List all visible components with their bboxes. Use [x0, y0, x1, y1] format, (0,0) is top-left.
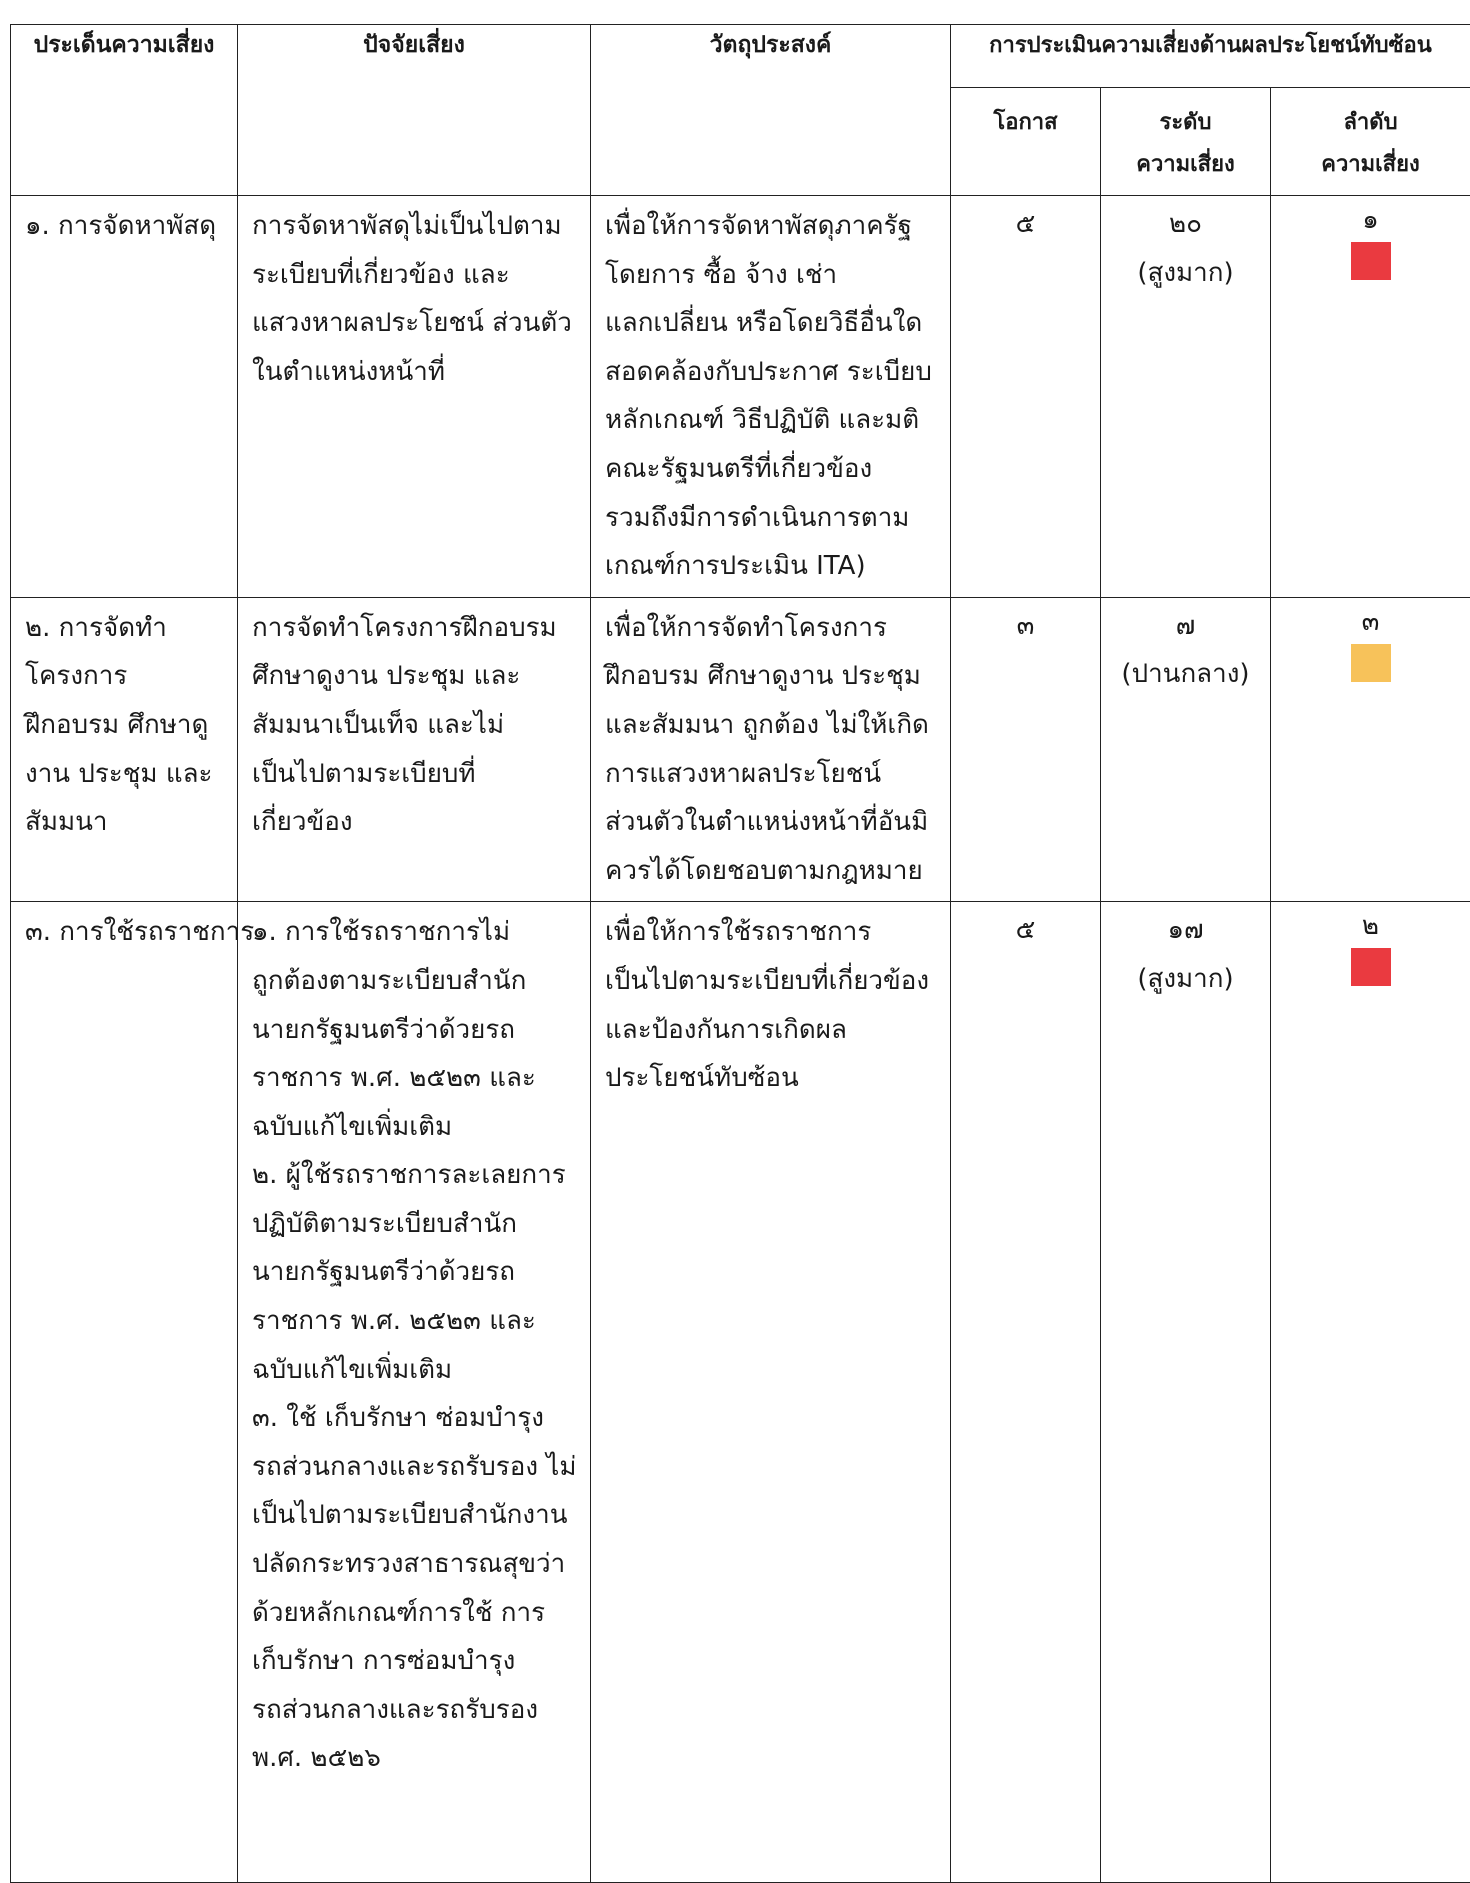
- objective-line: แลกเปลี่ยน หรือโดยวิธีอื่นใด: [605, 299, 942, 348]
- risk-factor-line: ๓. ใช้ เก็บรักษา ซ่อมบำรุง: [252, 1394, 582, 1443]
- objective-cell: [591, 196, 951, 598]
- risk-issue-line: ๓. การใช้รถราชการ: [25, 908, 229, 957]
- risk-assessment-table: [10, 24, 1470, 1883]
- risk-rank-value: ๑: [1275, 200, 1466, 240]
- risk-factor-line: สัมมนาเป็นเท็จ และไม่: [252, 701, 582, 750]
- risk-issue-line: งาน ประชุม และ: [25, 750, 229, 799]
- objective-line: ฝึกอบรม ศึกษาดูงาน ประชุม: [605, 652, 942, 701]
- objective-line: โดยการ ซื้อ จ้าง เช่า: [605, 251, 942, 300]
- risk-factor-line: ฉบับแก้ไขเพิ่มเติม: [252, 1103, 582, 1152]
- risk-level-cell: [1101, 597, 1271, 902]
- table-row: [11, 902, 1470, 1883]
- objective-line: เพื่อให้การจัดหาพัสดุภาครัฐ: [605, 202, 942, 251]
- risk-factor-line: เป็นไปตามระเบียบสำนักงาน: [252, 1491, 582, 1540]
- risk-issue-line: ฝึกอบรม ศึกษาดู: [25, 701, 229, 750]
- risk-factor-line: การจัดหาพัสดุไม่เป็นไปตาม: [252, 202, 582, 251]
- likelihood-cell: [951, 196, 1101, 598]
- risk-rank-cell: [1271, 902, 1470, 1883]
- risk-color-swatch: [1351, 644, 1391, 682]
- risk-level-text: (ปานกลาง): [1105, 650, 1266, 699]
- risk-factor-line: ศึกษาดูงาน ประชุม และ: [252, 652, 582, 701]
- header-risk-rank: [1271, 88, 1470, 196]
- header-risk-issue: ประเด็นความเสี่ยง: [11, 25, 238, 196]
- risk-factor-line: ถูกต้องตามระเบียบสำนัก: [252, 957, 582, 1006]
- risk-factor-line: รถส่วนกลางและรถรับรอง: [252, 1686, 582, 1735]
- objective-line: ประโยชน์ทับซ้อน: [605, 1054, 942, 1103]
- risk-factor-line: พ.ศ. ๒๕๒๖: [252, 1734, 582, 1783]
- objective-cell: [591, 902, 951, 1883]
- likelihood-value: ๕: [955, 200, 1096, 249]
- header-risk-factor: ปัจจัยเสี่ยง: [238, 25, 591, 196]
- risk-factor-line: การจัดทำโครงการฝึกอบรม: [252, 604, 582, 653]
- objective-line: เพื่อให้การจัดทำโครงการ: [605, 604, 942, 653]
- risk-level-cell: [1101, 902, 1271, 1883]
- likelihood-cell: [951, 902, 1101, 1883]
- risk-level-cell: [1101, 196, 1271, 598]
- objective-line: และป้องกันการเกิดผล: [605, 1006, 942, 1055]
- risk-level-text: (สูงมาก): [1105, 249, 1266, 298]
- risk-factor-line: เป็นไปตามระเบียบที่: [252, 750, 582, 799]
- objective-line: ควรได้โดยชอบตามกฎหมาย: [605, 847, 942, 896]
- header-likelihood: โอกาส: [951, 88, 1101, 196]
- risk-issue-cell: [11, 597, 238, 902]
- risk-issue-line: ๑. การจัดหาพัสดุ: [25, 202, 229, 251]
- risk-factor-line: นายกรัฐมนตรีว่าด้วยรถ: [252, 1248, 582, 1297]
- risk-color-swatch: [1351, 242, 1391, 280]
- objective-line: และสัมมนา ถูกต้อง ไม่ให้เกิด: [605, 701, 942, 750]
- header-risk-level-line: ความเสี่ยง: [1102, 144, 1269, 186]
- risk-factor-line: ฉบับแก้ไขเพิ่มเติม: [252, 1346, 582, 1395]
- likelihood-cell: [951, 597, 1101, 902]
- risk-factor-line: ด้วยหลักเกณฑ์การใช้ การ: [252, 1589, 582, 1638]
- risk-factor-line: ราชการ พ.ศ. ๒๕๒๓ และ: [252, 1297, 582, 1346]
- risk-factor-line: แสวงหาผลประโยชน์ ส่วนตัว: [252, 299, 582, 348]
- risk-level-text: (สูงมาก): [1105, 955, 1266, 1004]
- risk-factor-line: ปลัดกระทรวงสาธารณสุขว่า: [252, 1540, 582, 1589]
- risk-issue-line: โครงการ: [25, 652, 229, 701]
- likelihood-value: ๓: [955, 602, 1096, 651]
- objective-line: คณะรัฐมนตรีที่เกี่ยวข้อง: [605, 445, 942, 494]
- header-objective: วัตถุประสงค์: [591, 25, 951, 196]
- header-assessment-group: การประเมินความเสี่ยงด้านผลประโยชน์ทับซ้อน: [951, 25, 1470, 88]
- objective-line: การแสวงหาผลประโยชน์: [605, 750, 942, 799]
- risk-level-value: ๒๐: [1105, 200, 1266, 249]
- risk-factor-line: ระเบียบที่เกี่ยวข้อง และ: [252, 251, 582, 300]
- risk-factor-line: ราชการ พ.ศ. ๒๕๒๓ และ: [252, 1054, 582, 1103]
- header-risk-level-line: ระดับ: [1102, 102, 1269, 144]
- risk-rank-cell: [1271, 196, 1470, 598]
- risk-factor-line: ๑. การใช้รถราชการไม่: [252, 908, 582, 957]
- objective-line: เป็นไปตามระเบียบที่เกี่ยวข้อง: [605, 957, 942, 1006]
- risk-factor-line: ในตำแหน่งหน้าที่: [252, 348, 582, 397]
- objective-line: ส่วนตัวในตำแหน่งหน้าที่อันมิ: [605, 798, 942, 847]
- objective-line: หลักเกณฑ์ วิธีปฏิบัติ และมติ: [605, 396, 942, 445]
- risk-issue-line: สัมมนา: [25, 798, 229, 847]
- table-row: [11, 597, 1470, 902]
- header-risk-rank-line: ลำดับ: [1272, 102, 1469, 144]
- risk-factor-line: นายกรัฐมนตรีว่าด้วยรถ: [252, 1006, 582, 1055]
- objective-line: เกณฑ์การประเมิน ITA): [605, 542, 942, 591]
- risk-color-swatch: [1351, 948, 1391, 986]
- objective-line: เพื่อให้การใช้รถราชการ: [605, 908, 942, 957]
- risk-level-value: ๗: [1105, 602, 1266, 651]
- risk-factor-cell: [238, 902, 591, 1883]
- risk-factor-line: ปฏิบัติตามระเบียบสำนัก: [252, 1200, 582, 1249]
- objective-line: สอดคล้องกับประกาศ ระเบียบ: [605, 348, 942, 397]
- risk-rank-value: ๓: [1275, 602, 1466, 642]
- likelihood-value: ๕: [955, 906, 1096, 955]
- risk-rank-value: ๒: [1275, 906, 1466, 946]
- risk-rank-cell: [1271, 597, 1470, 902]
- table-row: [11, 196, 1470, 598]
- risk-issue-cell: [11, 196, 238, 598]
- header-risk-rank-line: ความเสี่ยง: [1272, 144, 1469, 186]
- risk-factor-line: เก็บรักษา การซ่อมบำรุง: [252, 1637, 582, 1686]
- risk-level-value: ๑๗: [1105, 906, 1266, 955]
- risk-factor-line: รถส่วนกลางและรถรับรอง ไม่: [252, 1443, 582, 1492]
- risk-factor-line: ๒. ผู้ใช้รถราชการละเลยการ: [252, 1151, 582, 1200]
- risk-factor-line: เกี่ยวข้อง: [252, 798, 582, 847]
- risk-issue-line: ๒. การจัดทำ: [25, 604, 229, 653]
- objective-cell: [591, 597, 951, 902]
- risk-factor-cell: [238, 196, 591, 598]
- risk-factor-cell: [238, 597, 591, 902]
- risk-issue-cell: [11, 902, 238, 1883]
- header-risk-level: [1101, 88, 1271, 196]
- objective-line: รวมถึงมีการดำเนินการตาม: [605, 494, 942, 543]
